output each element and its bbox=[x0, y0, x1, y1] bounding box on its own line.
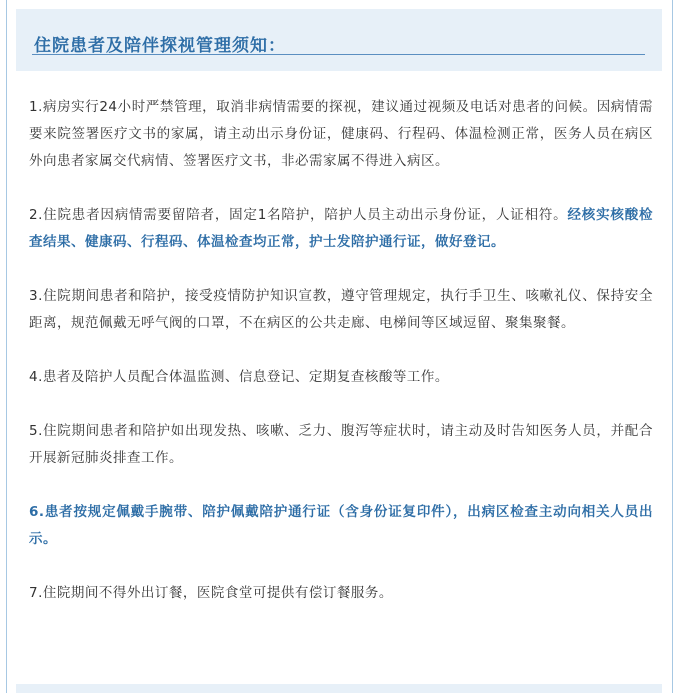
bottom-banner bbox=[16, 684, 662, 693]
notice-item-6-text: 6. bbox=[29, 504, 45, 520]
notice-item-2 bbox=[29, 202, 653, 256]
title-underline bbox=[32, 54, 645, 55]
title-banner bbox=[16, 9, 662, 71]
notice-item-3-text: 3.住院期间患者和陪护，接受疫情防护知识宣教，遵守管理规定，执行手卫生、咳嗽礼仪、保持安全距离，规范佩戴无呼气阀的口罩，不在病区的公共走廊、电梯间等区域逗留、聚集聚餐。 bbox=[29, 288, 653, 331]
notice-item-6 bbox=[29, 499, 653, 553]
notice-item-1-text: 1.病房实行24小时严禁管理，取消非病情需要的探视，建议通过视频及电话对患者的问候。因病情需要来院签署医疗文书的家属，请主动出示身份证，健康码、行程码、体温检测正常，医务人员在病区外向患者家属交代病情、签署医疗文书，非必需家属不得进入病区。 bbox=[29, 99, 653, 169]
notice-item-5-text: 5.住院期间患者和陪护如出现发热、咳嗽、乏力、腹泻等症状时，请主动及时告知医务人员，并配合开展新冠肺炎排查工作。 bbox=[29, 423, 653, 466]
notice-item-1 bbox=[29, 94, 653, 175]
notice-item-6-highlight: 患者按规定佩戴手腕带、陪护佩戴陪护通行证（含身份证复印件），出病区检查主动向相关人员出示。 bbox=[29, 504, 653, 547]
notice-item-2-highlight: 经核实核酸检查结果、健康码、行程码、体温检查均正常，护士发陪护通行证，做好登记。 bbox=[29, 207, 653, 250]
notice-item-4-text: 4.患者及陪护人员配合体温监测、信息登记、定期复查核酸等工作。 bbox=[29, 369, 449, 385]
notice-item-7-text: 7.住院期间不得外出订餐，医院食堂可提供有偿订餐服务。 bbox=[29, 585, 393, 601]
notice-item-7 bbox=[29, 580, 653, 607]
page-title: 住院患者及陪伴探视管理须知： bbox=[34, 36, 286, 56]
notice-item-5 bbox=[29, 418, 653, 472]
notice-item-2-text: 2.住院患者因病情需要留陪者，固定1名陪护，陪护人员主动出示身份证，人证相符。 bbox=[29, 207, 568, 223]
notice-content bbox=[29, 94, 653, 634]
notice-item-3 bbox=[29, 283, 653, 337]
notice-item-4 bbox=[29, 364, 653, 391]
